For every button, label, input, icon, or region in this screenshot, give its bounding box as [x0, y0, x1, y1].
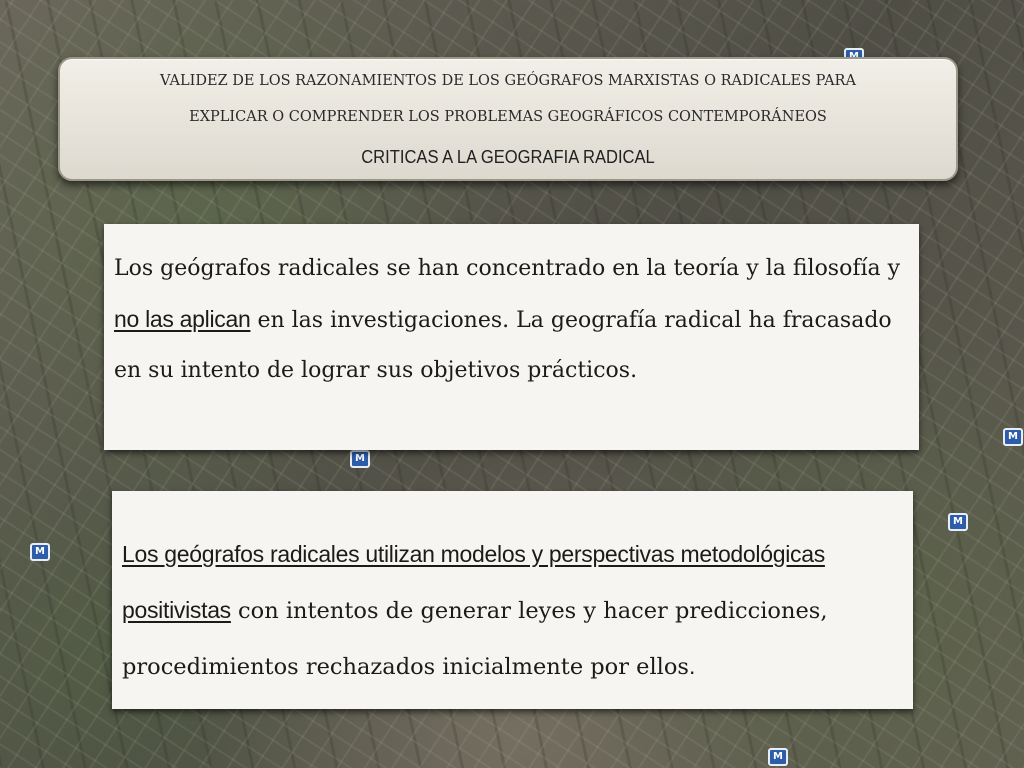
panel-2-final-period: .	[688, 653, 696, 679]
metro-marker-icon: M	[30, 543, 50, 561]
panel-2-paragraph	[122, 527, 907, 695]
content-panel-1	[104, 224, 919, 450]
metro-marker-icon: M	[948, 513, 968, 531]
slide-title-line-1: VALIDEZ DE LOS RAZONAMIENTOS DE LOS GEÓGRAFOS MARXISTAS O RADICALES PARA	[160, 73, 856, 89]
slide-title-line-2: EXPLICAR O COMPRENDER LOS PROBLEMAS GEOGRÁFICOS CONTEMPORÁNEOS	[189, 109, 827, 125]
panel-2-emphasis: Los geógrafos radicales utilizan modelos y perspectivas metodológicas positivistas	[122, 541, 825, 623]
panel-1-text-after: en las investigaciones. La geografía radical ha fracasado en su intento de lograr sus objetivos prácticos.	[114, 308, 892, 383]
metro-marker-icon: M	[350, 450, 370, 468]
panel-1-text-before: Los geógrafos radicales se han concentrado en la teoría y la filosofía y	[114, 256, 901, 281]
content-panel-2	[112, 491, 913, 709]
panel-1-paragraph	[114, 244, 904, 396]
metro-marker-icon: M	[768, 748, 788, 766]
panel-2-text-after: con intentos de generar leyes y hacer predicciones, procedimientos rechazados inicialmente por ellos	[122, 598, 828, 680]
metro-marker-icon: M	[1003, 428, 1023, 446]
slide-title-box	[58, 57, 958, 181]
slide-subtitle: CRITICAS A LA GEOGRAFIA RADICAL	[361, 147, 655, 167]
panel-1-emphasis: no las aplican	[114, 306, 251, 332]
